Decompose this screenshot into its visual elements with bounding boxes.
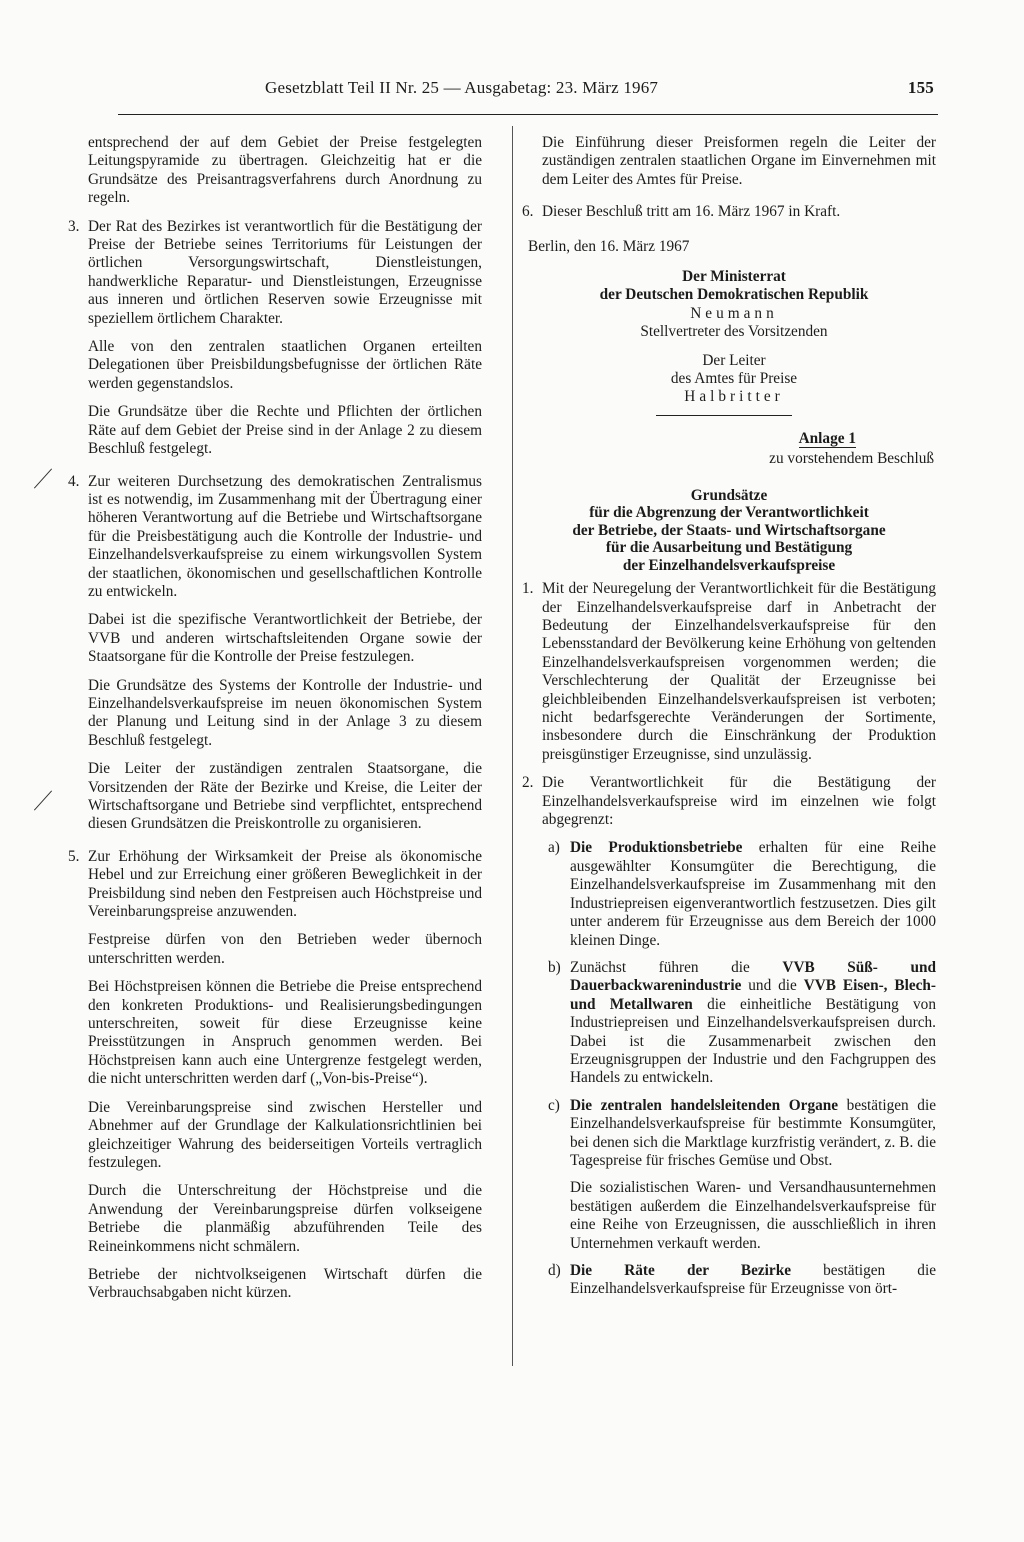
paragraph: Die Leiter der zuständigen zentralen Staatsorgane, die Vorsitzenden der Räte der Bezirke und Kreise, die Leiter der Wirtschaftsorgane und Betriebe sind verpflichtet, entsprechend diesen Grundsätzen die Preiskontrolle zu organisieren. xyxy=(88,760,482,833)
paragraph: entsprechend der auf dem Gebiet der Preise festgelegten Leitungspyramide zu übertragen. Gleichzeitig hat er die Grundsätze des Preisantragsverfahrens durch Anordnung zu regeln. xyxy=(88,134,482,207)
sub-item-text: erhalten für eine Reihe ausgewählter Konsumgüter die Berechtigung, die Einzelhandelsverkaufspreise im Zusammenhang mit den Industriepreisen eigenverantwortlich festzusetzen. Dies gilt unter anderem für Erzeugnisse aus dem Bereich der 1000 kleinen Dinge. xyxy=(570,839,936,949)
header-rule xyxy=(118,114,938,115)
signatory-org: der Deutschen Demokratischen Republik xyxy=(599,286,869,304)
page-number: 155 xyxy=(907,78,934,97)
annex-title-text: Anlage 1 xyxy=(798,429,856,447)
signatory-org: Der Ministerrat xyxy=(682,268,786,286)
heading-line: der Einzelhandelsverkaufspreise xyxy=(622,556,836,574)
paragraph: Festpreise dürfen von den Betrieben weder übernoch unterschritten werden. xyxy=(88,931,482,967)
paragraph: Die Grundsätze des Systems der Kontrolle der Industrie- und Einzelhandelsverkaufspreise im neuen ökonomischen System der Planung und Leitung sind in der Anlage 3 zu diesem Beschluß festgelegt. xyxy=(88,676,482,749)
item-text: Zur weiteren Durchsetzung des demokratischen Zentralismus ist es notwendig, im Zusammenhang mit der Übertragung einer höheren Verantwortung auf die Betriebe und Wirtschaftsorgane für die Preisbestätigung auch die Kontrolle der Industrie- und Einzelhandelsverkaufspreise zu einem wirkungsvollen System der staatlichen, ökonomischen und gesellschaftlichen Kontrolle zu entwickeln. xyxy=(88,472,482,600)
annex-subtitle: zu vorstehendem Beschluß xyxy=(769,450,934,468)
paragraph: Bei Höchstpreisen können die Betriebe die Preise entsprechend den konkreten Produktions- und Realisierungsbedingungen unterschreiten, soweit für diese Erzeugnisse keine Preisstützungen in Anspruch genommen werden. Bei Höchstpreisen kann auch eine Untergrenze festgelegt werden, die nicht unterschritten werden darf („Von-bis-Preise“). xyxy=(88,978,482,1088)
paragraph: Dabei ist die spezifische Verantwortlichkeit der Betriebe, der VVB und anderen wirtschaftsleitenden Organe sowie der Staatsorgane für die Kontrolle der Preise festzulegen. xyxy=(88,611,482,666)
sub-item-letter: d) xyxy=(548,1262,561,1279)
item-text: Mit der Neuregelung der Verantwortlichkeit für die Bestätigung der Einzelhandelsverkaufspreise darf in Anbetracht der Bedeutung der Einzelhandelsverkaufspreise für den Lebensstandard der Bevölkerung keine Erhöhung von geltenden Einzelhandelsverkaufspreisen vorgenommen werden; die Verschlechterung der Qualität der Erzeugnisse bei gleichbleibenden Einzelhandelsverkaufspreisen ist verboten; nicht bedarfsgerechte Veränderungen der Sortimente, insbesondere durch die Einschränkung der Produktion preisgünstiger Erzeugnisse, sind unzulässig. xyxy=(542,580,936,763)
annex-heading xyxy=(522,487,936,575)
list-item xyxy=(68,848,482,922)
sub-item xyxy=(522,1097,936,1171)
sub-item-text: bestätigen die Einzelhandelsverkaufspreise für Erzeugnisse von ört- xyxy=(570,1262,936,1298)
bold-term: VVB Eisen-, Blech- und Metallwaren xyxy=(570,977,937,1013)
signatory-name: Neumann xyxy=(690,304,778,322)
column-divider xyxy=(512,126,513,1366)
bold-term: VVB Süß- und Dauerbackwarenindustrie xyxy=(570,958,936,995)
paragraph: Die Grundsätze über die Rechte und Pflichten der örtlichen Räte auf dem Gebiet der Preise sind in der Anlage 2 zu diesem Beschluß festgelegt. xyxy=(88,403,482,458)
header-title: Gesetzblatt Teil II Nr. 25 — Ausgabetag: 23. März 1967 xyxy=(265,78,659,97)
margin-mark xyxy=(34,469,52,489)
page-header xyxy=(120,78,936,108)
signature-block xyxy=(522,268,936,407)
left-column xyxy=(68,134,482,1313)
paragraph: Die Einführung dieser Preisformen regeln die Leiter der zuständigen zentralen staatlichen Organe im Einvernehmen mit dem Leiter des Amtes für Preise. xyxy=(542,134,936,188)
item-text: Zur Erhöhung der Wirksamkeit der Preise als ökonomische Hebel und zur Erreichung einer größeren Beweglichkeit in der Preisbildung sind neben den Festpreisen auch Höchstpreise und Vereinbarungspreise anzuwenden. xyxy=(88,847,482,921)
item-number: 6. xyxy=(522,203,534,221)
list-item xyxy=(68,473,482,602)
sub-item-text: die einheitliche Bestätigung von Industriepreisen und Einzelhandelsverkaufspreisen durch. Dabei ist die Zusammenarbeit zwischen den Erzeugnisgruppen der Industrie und den Fachgruppen des Handels zu entwickeln. xyxy=(570,995,936,1087)
item-text: Der Rat des Bezirkes ist verantwortlich für die Bestätigung der Preise der Betriebe seines Territoriums für Leistungen der örtlichen Versorgungswirtschaft, Dienstleistungen, handwerkliche Reparatur- und Dienstleistungen, Erzeugnisse aus inneren und örtlichen Reserven sowie Erzeugnisse mit speziellem örtlichem Charakter. xyxy=(88,217,482,327)
list-item xyxy=(522,774,936,829)
paragraph: Alle von den zentralen staatlichen Organen erteilten Delegationen über Preisbildungsbefugnisse der örtlichen Räte werden gegenstandslos. xyxy=(88,338,482,392)
bold-term: Die Produktionsbetriebe xyxy=(570,839,743,857)
item-number: 3. xyxy=(68,217,80,235)
signatory-name: Halbritter xyxy=(684,388,784,406)
right-column xyxy=(522,134,936,1308)
annex-title xyxy=(522,430,936,448)
item-text: Dieser Beschluß tritt am 16. März 1967 in Kraft. xyxy=(542,203,841,221)
paragraph: Die Vereinbarungspreise sind zwischen Hersteller und Abnehmer auf der Grundlage der Kalkulationsrichtlinien bei gleichzeitiger Wahrung des beiderseitigen Vorteils vertraglich festzulegen. xyxy=(88,1098,482,1171)
list-item xyxy=(522,580,936,764)
signature-rule xyxy=(656,415,792,416)
bold-term: Die zentralen handelsleitenden Organe xyxy=(570,1096,839,1114)
margin-mark xyxy=(34,791,52,811)
sub-item-text: bestätigen die Einzelhandelsverkaufspreise für bestimmte Konsumgüter, bei denen sich die Marktlage kurzfristig verändert, z. B. die Tagespreise für frisches Gemüse und Obst. xyxy=(570,1096,936,1169)
place-date: Berlin, den 16. März 1967 xyxy=(528,237,690,255)
signatory-org: Der Leiter xyxy=(702,351,766,369)
list-item xyxy=(522,203,936,221)
item-number: 5. xyxy=(68,847,80,865)
signatory-role: Stellvertreter des Vorsitzenden xyxy=(640,323,828,341)
item-text: Die Verantwortlichkeit für die Bestätigung der Einzelhandelsverkaufspreise wird im einzelnen wie folgt abgegrenzt: xyxy=(542,774,936,829)
sub-item-text: Zunächst führen die xyxy=(570,958,783,976)
item-number: 1. xyxy=(522,580,534,598)
signatory-org: des Amtes für Preise xyxy=(670,370,798,388)
heading-line: der Betriebe, der Staats- und Wirtschaftsorgane xyxy=(572,521,886,539)
heading-line: für die Ausarbeitung und Bestätigung xyxy=(605,539,853,557)
item-number: 2. xyxy=(522,774,534,792)
sub-item-letter: c) xyxy=(548,1096,560,1114)
item-number: 4. xyxy=(68,472,80,490)
sub-item xyxy=(522,1262,936,1299)
list-item xyxy=(68,218,482,328)
sub-item-text: und die xyxy=(741,977,804,995)
sub-item-letter: a) xyxy=(548,839,560,857)
sub-item xyxy=(522,839,936,949)
heading-line: für die Abgrenzung der Verantwortlichkeit xyxy=(589,504,869,522)
sub-item xyxy=(522,959,936,1088)
heading-line: Grundsätze xyxy=(690,486,768,504)
bold-term: Die Räte der Bezirke xyxy=(570,1262,792,1279)
paragraph: Die sozialistischen Waren- und Versandhausunternehmen bestätigen außerdem die Einzelhandelsverkaufspreise für eine Reihe von Erzeugnissen, die ausschließlich in ihren Unternehmen verkauft werden. xyxy=(570,1179,936,1252)
paragraph: Durch die Unterschreitung der Höchstpreise und die Anwendung der Vereinbarungspreise dürfen volkseigene Betriebe die planmäßig abzuführenden Teile des Reineinkommens nicht schmälern. xyxy=(88,1182,482,1255)
paragraph: Betriebe der nichtvolkseigenen Wirtschaft dürfen die Verbrauchsabgaben nicht kürzen. xyxy=(88,1265,482,1302)
sub-item-letter: b) xyxy=(548,958,561,976)
